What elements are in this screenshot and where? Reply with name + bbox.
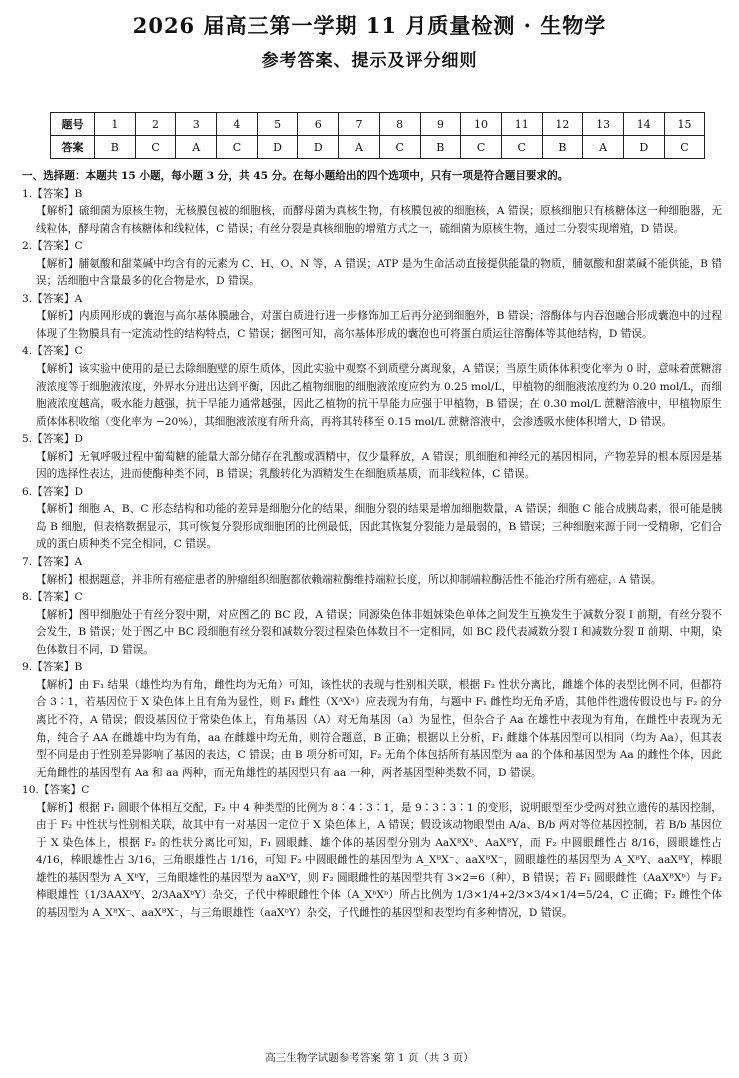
answer-line: 10.【答案】C xyxy=(22,784,90,797)
answer-table-answer-row xyxy=(51,136,705,159)
explanation-paragraph: 【解析】脯氨酸和甜菜碱中均含有的元素为 C、H、O、N 等，A 错误；ATP 是为生命活动直接提供能量的物质，脯氨酸和甜菜碱不能供能，B 错误；活细胞中含量最多的化合物是水，D 错误。 xyxy=(36,257,722,288)
answer-cell: A xyxy=(176,136,217,159)
question-number-cell: 13 xyxy=(583,113,624,136)
question-number-cell: 6 xyxy=(298,113,339,136)
answer-line: 4.【答案】C xyxy=(22,345,83,358)
answer-line: 2.【答案】C xyxy=(22,240,83,253)
question-number-cell: 4 xyxy=(217,113,258,136)
question-number-cell: 10 xyxy=(461,113,502,136)
explanation-paragraph: 【解析】根据 F₁ 圆眼个体相互交配，F₂ 中 4 种类型的比例为 8∶4∶3∶1，是 9∶3∶3∶1 的变形，说明眼型至少受两对独立遗传的基因控制，由于 F₂ 中性状与性别相关联，故其中有一对基因一定位于 X 染色体上，A 错误；假设该动物眼型由 A/a、B/b 两对等位基因控制，若 B/b 基因位于 X 染色体上，根据 F₂ 的性状分离比可知，F₁ 圆眼雌、雄个体的基因型分别为 AaXᴮXᵇ、AaXᴮY，而 F₂ 中圆眼雌性占 8/16，圆眼雄性占 4/16，棒眼雄性占 3/16，三角眼雄性占 1/16，可知 F₂ 中圆眼雌性的基因型为 A_XᴮX⁻、aaXᴮX⁻，圆眼雄性的基因型为 A_XᴮY、aaXᴮY，棒眼雄性的基因型为 A_XᵇY，三角眼雄性的基因型为 aaXᵇY，则 F₂ 圆眼雌性的基因型共有 3×2=6（种），B 错误；若 F₁ 圆眼雌性（AaXᴮXᵇ）与 F₂ 棒眼雄性（1/3AAXᵇY、2/3AaXᵇY）杂交，子代中棒眼雌性个体（A_XᵇXᵇ）所占比例为 1/3×1/4+2/3×3/4×1/4=5/24，C 正确；F₂ 雌性个体的基因型为 A_XᴮX⁻、aaXᴮX⁻，与三角眼雄性（aaXᵇY）杂交，子代雌性的基因型和表型均有多种情况，D 错误。 xyxy=(36,801,722,919)
answer-cell: C xyxy=(217,136,258,159)
explanation-paragraph: 【解析】该实验中使用的是已去除细胞壁的原生质体，因此实验中观察不到质壁分离现象，A 错误；当原生质体体积变化率为 0 时，意味着蔗糖溶液浓度等于细胞液浓度，外界水分进出达到平衡，因此乙植物细胞的细胞液浓度应约为 0.25 mol/L，甲植物的细胞液浓度约为 0.20 mol/L，而细胞液浓度越高，吸水能力越强，抗干旱能力通常越强，因此乙植物的抗干旱能力应强于甲植物，B 错误；在 0.30 mol/L 蔗糖溶液中，甲植物原生质体体积收缩（变化率为 −20%），其细胞液浓度有所升高，再将其转移至 0.15 mol/L 蔗糖溶液中，会渗透吸水使体积增大，D 错误。 xyxy=(36,363,722,428)
page-subtitle: 参考答案、提示及评分细则 xyxy=(261,51,478,71)
answer-cell: A xyxy=(339,136,380,159)
question-number-cell: 2 xyxy=(135,113,176,136)
answer-line: 7.【答案】A xyxy=(22,556,83,569)
row-label-number: 题号 xyxy=(51,113,95,136)
explanation-paragraph: 【解析】图甲细胞处于有丝分裂中期，对应图乙的 BC 段，A 错误；同源染色体非姐妹染色单体之间发生互换发生于减数分裂 Ⅰ 前期，有丝分裂不会发生，B 错误；处于图乙中 BC 段细胞有丝分裂和减数分裂过程染色体数目不一定相同，如 BC 段代表减数分裂 Ⅰ 和减数分裂 Ⅱ 前期、中期，染色体数目不同，D 错误。 xyxy=(36,608,722,656)
answer-cell: D xyxy=(257,136,298,159)
question-number-cell: 15 xyxy=(664,113,705,136)
question-number-cell: 14 xyxy=(623,113,664,136)
answer-line: 6.【答案】D xyxy=(22,485,83,498)
answer-cell: B xyxy=(95,136,136,159)
explanation-paragraph: 【解析】内质网形成的囊泡与高尔基体膜融合，对蛋白质进行进一步修饰加工后再分泌到细胞外，B 错误；溶酶体与内吞泡融合形成囊泡中的过程体现了生物膜具有一定流动性的结构特点，C 错误；据图可知，高尔基体形成的囊泡也可将蛋白质运往溶酶体等其他结构，D 错误。 xyxy=(36,310,722,340)
question-number-cell: 5 xyxy=(257,113,298,136)
answer-cell: C xyxy=(501,136,542,159)
explanations xyxy=(22,168,722,923)
page-title: 2026 届高三第一学期 11 月质量检测 · 生物学 xyxy=(132,13,607,38)
answer-cell: C xyxy=(664,136,705,159)
explanation-paragraph: 【解析】细胞 A、B、C 形态结构和功能的差异是细胞分化的结果，细胞分裂的结果是增加细胞数量，A 错误；细胞 C 能合成胰岛素，很可能是胰岛 B 细胞，但表格数据显示，其可恢复分裂形成细胞团的比例最低，因此其恢复分裂能力是最弱的，B 错误；三种细胞来源于同一受精卵，它们合成的蛋白质种类不完全相同，C 错误。 xyxy=(36,503,722,551)
question-number-cell: 3 xyxy=(176,113,217,136)
section-heading: 一、选择题：本题共 15 小题，每小题 3 分，共 45 分。在每小题给出的四个选项中，只有一项是符合题目要求的。 xyxy=(22,170,569,182)
row-label-answer: 答案 xyxy=(51,136,95,159)
answer-cell: C xyxy=(135,136,176,159)
explanation-paragraph: 【解析】硫细菌为原核生物，无核膜包被的细胞核，而酵母菌为真核生物，有核膜包被的细胞核，A 错误；原核细胞只有核糖体这一种细胞器，无线粒体，酵母菌含有核糖体和线粒体，C 错误；有丝分裂是真核细胞的增殖方式之一，硫细菌为原核生物，通过二分裂实现增殖，D 错误。 xyxy=(36,205,722,235)
question-number-cell: 12 xyxy=(542,113,583,136)
question-number-cell: 1 xyxy=(95,113,136,136)
explanation-paragraph: 【解析】无氧呼吸过程中葡萄糖的能量大部分储存在乳酸或酒精中，仅少量释放，A 错误；肌细胞和神经元的基因相同，产物差异的根本原因是基因的选择性表达，进而使酶种类不同，B 错误；乳酸转化为酒精发生在细胞质基质，而非线粒体，C 错误。 xyxy=(36,450,722,481)
answer-line: 3.【答案】A xyxy=(22,292,83,305)
answer-cell: D xyxy=(623,136,664,159)
answer-table xyxy=(50,112,705,159)
question-number-cell: 7 xyxy=(339,113,380,136)
answer-cell: C xyxy=(379,136,420,159)
answer-cell: C xyxy=(461,136,502,159)
answer-line: 9.【答案】B xyxy=(22,661,83,674)
question-number-cell: 11 xyxy=(501,113,542,136)
question-number-cell: 9 xyxy=(420,113,461,136)
answer-cell: B xyxy=(542,136,583,159)
explanation-paragraph: 【解析】根据题意，并非所有癌症患者的肿瘤组织细胞都依赖端粒酶维持端粒长度，所以抑制端粒酶活性不能治疗所有癌症，A 错误。 xyxy=(36,573,662,586)
answer-line: 5.【答案】D xyxy=(22,433,83,446)
answer-cell: D xyxy=(298,136,339,159)
question-number-cell: 8 xyxy=(379,113,420,136)
answer-table-number-row xyxy=(51,113,705,136)
answer-cell: A xyxy=(583,136,624,159)
page-footer: 高三生物学试题参考答案 第 1 页（共 3 页） xyxy=(265,1052,474,1064)
answer-line: 8.【答案】C xyxy=(22,591,83,604)
answer-cell: B xyxy=(420,136,461,159)
answer-line: 1.【答案】B xyxy=(22,187,83,200)
explanation-paragraph: 【解析】由 F₁ 结果（雄性均为有角，雌性均为无角）可知，该性状的表现与性别相关联，根据 F₂ 性状分离比，雌雄个体的表型比例不同，但都符合 3∶1，若基因位于 X 染色体上且有角为显性，则 F₁ 雌性（XᴬXᵃ）应表现为有角，与题中 F₁ 雌性均无角矛盾，其他伴性遗传假设也与 F₂ 的分离比不符，A 错误；假设基因位于常染色体上，有角基因（A）对无角基因（a）为显性，但杂合子 Aa 在雄性中表现为有角，在雌性中表现为无角，纯合子 AA 在雌雄中均为有角，aa 在雌雄中均无角，则符合题意，B 正确；根据以上分析，F₁ 雌雄个体基因型可以相同（均为 Aa），但其表型不同是由于性别差异影响了基因的表达，C 错误；由 B 项分析可知，F₂ 无角个体包括所有基因型为 aa 的个体和基因型为 Aa 的雌性个体，因此无角雌性的基因型有 Aa 和 aa 两种，而无角雄性的基因型只有 aa 一种，两者基因型种类数不同，D 错误。 xyxy=(36,678,722,779)
